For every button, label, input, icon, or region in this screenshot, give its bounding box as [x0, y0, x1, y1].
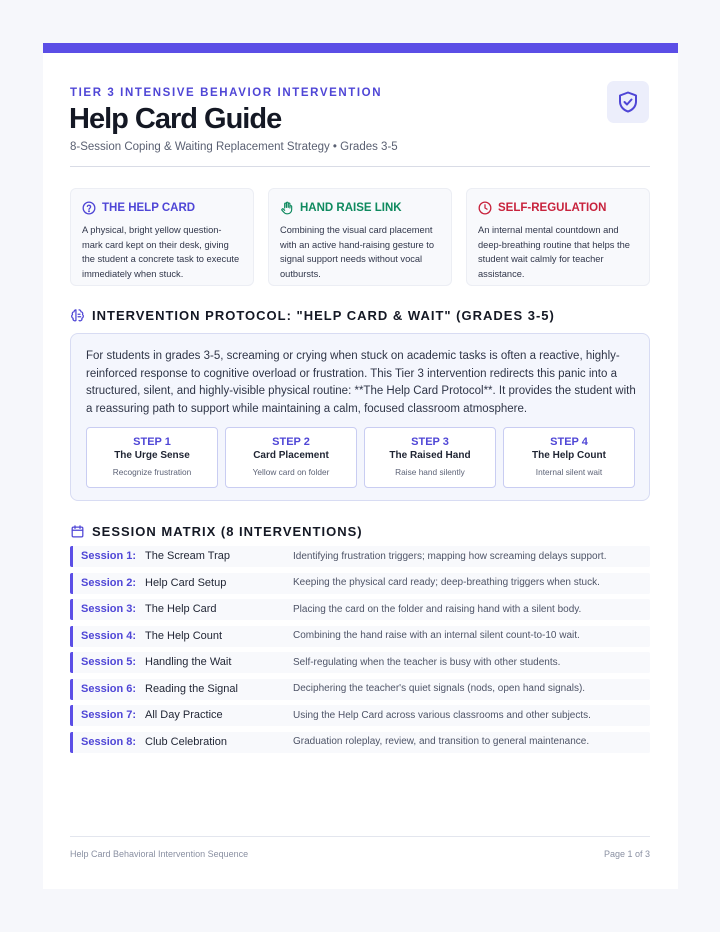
- step-name: The Urge Sense: [114, 450, 190, 461]
- accent-bar: [43, 43, 678, 53]
- session-description: Placing the card on the folder and raising hand with a silent body.: [293, 603, 582, 615]
- table-row: [70, 573, 650, 594]
- step-description: Recognize frustration: [112, 467, 192, 477]
- session-name: The Scream Trap: [145, 550, 230, 562]
- card-title: SELF-REGULATION: [498, 202, 607, 214]
- card-title: THE HELP CARD: [102, 202, 196, 214]
- matrix-heading-text: SESSION MATRIX (8 INTERVENTIONS): [92, 524, 363, 539]
- session-number: Session 7:: [81, 709, 137, 721]
- session-description: Combining the hand raise with an internal silent count-to-10 wait.: [293, 630, 580, 641]
- protocol-heading-text: INTERVENTION PROTOCOL: "HELP CARD & WAIT" (GRADES 3-5): [92, 308, 555, 323]
- session-number: Session 8:: [81, 735, 137, 748]
- step-number: STEP 2: [272, 436, 310, 448]
- step-number: STEP 1: [133, 436, 171, 448]
- footer-divider: [70, 836, 650, 837]
- card-hand-raise: [268, 188, 452, 286]
- session-number: Session 4:: [81, 629, 137, 642]
- protocol-text: For students in grades 3-5, screaming or crying when stuck on academic tasks is often a reactive, highly-reinforced response to cognitive overload or frustration. This Tier 3 intervention redirects this panic into a structured, silent, and highly-visible physical routine: **The Help Card Protocol**. It provides the student with a reassuring path to support while maintaining a calm, focused classroom atmosphere.: [86, 350, 636, 415]
- session-number: Session 5:: [81, 656, 137, 668]
- eyebrow-label: TIER 3 INTENSIVE BEHAVIOR INTERVENTION: [70, 87, 383, 99]
- session-number: Session 3:: [81, 603, 137, 615]
- header-divider: [70, 166, 650, 167]
- session-name: All Day Practice: [145, 709, 223, 721]
- card-body: A physical, bright yellow question-mark card kept on their desk, giving the student a concrete task to execute immediately when stuck.: [82, 225, 240, 279]
- session-name: Handling the Wait: [145, 656, 232, 668]
- footer-title: Help Card Behavioral Intervention Sequence: [70, 849, 249, 859]
- protocol-steps: [86, 427, 636, 488]
- card-self-regulation: [466, 188, 650, 286]
- step-number: STEP 3: [411, 436, 449, 448]
- step-description: Internal silent wait: [535, 467, 603, 477]
- table-row: [70, 546, 650, 567]
- step-card: [225, 427, 357, 488]
- session-number: Session 6:: [81, 682, 137, 695]
- raised-hand-icon: [280, 201, 294, 215]
- page-title: Help Card Guide: [69, 103, 282, 135]
- session-name: Club Celebration: [145, 735, 227, 748]
- step-card: [364, 427, 496, 488]
- step-name: The Help Count: [532, 450, 606, 461]
- protocol-box: [70, 333, 650, 501]
- card-header: [280, 200, 440, 216]
- table-row: [70, 705, 650, 726]
- step-card: [503, 427, 635, 488]
- shield-badge: [607, 81, 649, 123]
- step-name: Card Placement: [253, 450, 329, 461]
- table-row: [70, 652, 650, 673]
- concept-cards: [70, 188, 650, 286]
- document-page: [43, 43, 678, 889]
- card-help-card: [70, 188, 254, 286]
- step-card: [86, 427, 218, 488]
- card-body: Combining the visual card placement with an active hand-raising gesture to signal support needs without vocal outbursts.: [280, 225, 435, 279]
- session-number: Session 1:: [81, 550, 137, 562]
- brain-icon: [70, 308, 85, 323]
- question-circle-icon: [82, 201, 96, 215]
- step-name: The Raised Hand: [389, 450, 471, 461]
- session-number: Session 2:: [81, 576, 137, 589]
- calendar-icon: [70, 524, 85, 539]
- card-header: [82, 200, 242, 216]
- page-subtitle: 8-Session Coping & Waiting Replacement Strategy • Grades 3-5: [70, 141, 398, 153]
- matrix-heading: [70, 524, 363, 539]
- table-row: [70, 626, 650, 647]
- page-number: Page 1 of 3: [603, 849, 650, 859]
- protocol-heading: [70, 308, 555, 323]
- clock-icon: [478, 201, 492, 215]
- step-description: Raise hand silently: [395, 467, 465, 477]
- card-header: [478, 200, 638, 216]
- session-name: Help Card Setup: [145, 576, 227, 589]
- session-name: Reading the Signal: [145, 682, 238, 695]
- table-row: [70, 732, 650, 753]
- step-description: Yellow card on folder: [252, 467, 330, 477]
- session-description: Using the Help Card across various classrooms and other subjects.: [293, 709, 591, 721]
- session-description: Graduation roleplay, review, and transition to general maintenance.: [293, 736, 590, 747]
- session-name: The Help Count: [145, 629, 223, 642]
- table-row: [70, 599, 650, 620]
- step-number: STEP 4: [550, 436, 588, 448]
- card-title: HAND RAISE LINK: [300, 202, 402, 214]
- shield-check-icon: [616, 90, 640, 114]
- session-description: Keeping the physical card ready; deep-breathing triggers when stuck.: [293, 577, 600, 588]
- session-description: Identifying frustration triggers; mapping how screaming delays support.: [293, 550, 607, 562]
- table-row: [70, 679, 650, 700]
- session-name: The Help Card: [145, 603, 217, 615]
- card-body: An internal mental countdown and deep-breathing routine that helps the student wait calmly for teacher assistance.: [478, 225, 630, 279]
- session-description: Deciphering the teacher's quiet signals (nods, open hand signals).: [293, 683, 586, 694]
- session-description: Self-regulating when the teacher is busy with other students.: [293, 656, 561, 668]
